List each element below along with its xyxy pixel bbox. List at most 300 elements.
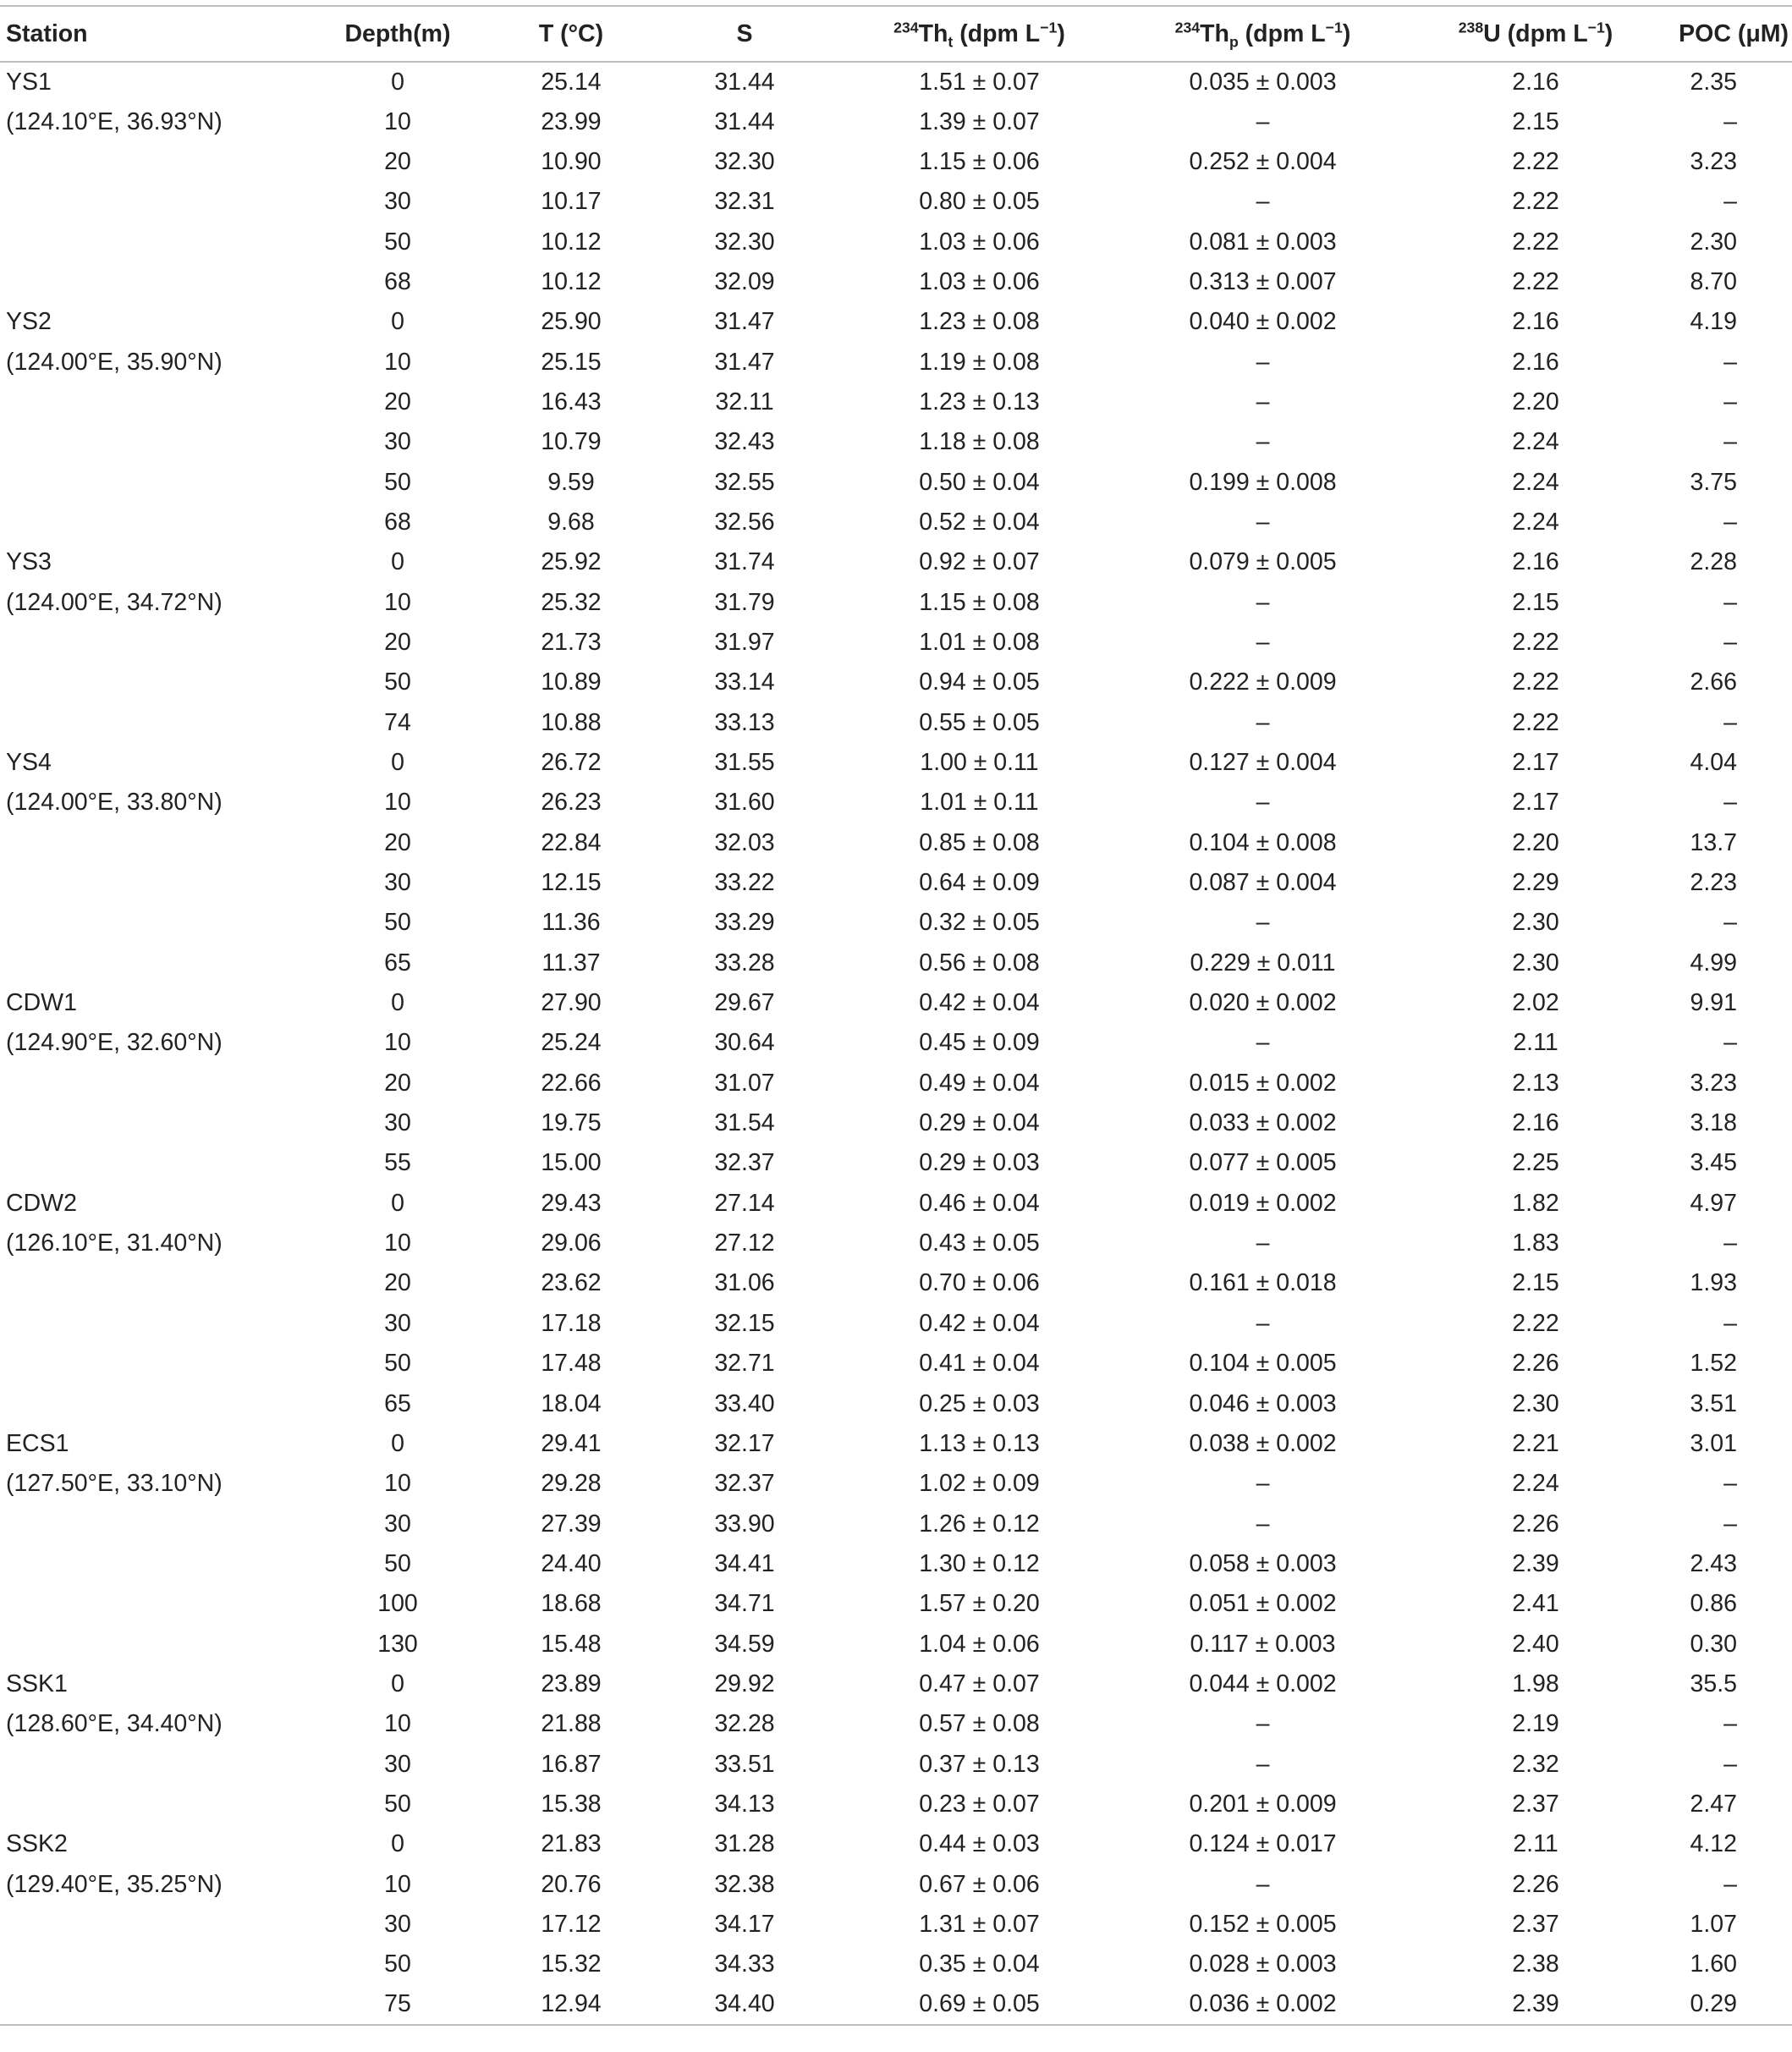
- cell-temperature: 10.79: [541, 428, 602, 456]
- cell-temperature: 23.62: [541, 1269, 602, 1297]
- cell-salinity: 33.51: [714, 1750, 775, 1778]
- cell-salinity: 34.41: [714, 1549, 775, 1577]
- cell-th234-particulate: –: [1256, 1750, 1270, 1778]
- station-name: CDW1: [6, 989, 77, 1017]
- cell-salinity: 31.47: [714, 348, 775, 376]
- cell-depth: 30: [384, 428, 411, 456]
- cell-depth: 68: [384, 267, 411, 295]
- cell-temperature: 11.37: [541, 949, 601, 976]
- cell-temperature: 24.40: [541, 1549, 602, 1577]
- table-row: [0, 1504, 1792, 1543]
- station-name: YS2: [6, 308, 52, 336]
- cell-u238: 2.25: [1512, 1149, 1559, 1177]
- cell-th234-particulate: 0.087 ± 0.004: [1189, 869, 1337, 897]
- cell-salinity: 34.40: [651, 1985, 838, 2025]
- cell-salinity: 34.13: [714, 1790, 775, 1818]
- cell-temperature: 26.72: [541, 749, 602, 777]
- cell-th234-particulate: –: [1256, 1230, 1270, 1257]
- station-cell-empty: [0, 142, 305, 182]
- cell-depth: 55: [384, 1149, 411, 1177]
- cell-th234-particulate: 0.079 ± 0.005: [1189, 548, 1337, 576]
- table-row: [0, 623, 1792, 663]
- cell-depth: 10: [384, 1710, 411, 1738]
- cell-poc: –: [1723, 588, 1737, 616]
- table-row: [0, 1384, 1792, 1423]
- cell-salinity: 32.30: [714, 228, 775, 256]
- cell-salinity: 27.14: [714, 1189, 775, 1217]
- cell-salinity: 32.28: [714, 1710, 775, 1738]
- cell-u238: 2.37: [1512, 1910, 1559, 1938]
- cell-poc: –: [1723, 1029, 1737, 1057]
- cell-depth: 0: [391, 548, 404, 576]
- cell-poc: –: [1723, 508, 1737, 536]
- cell-temperature: 9.68: [547, 508, 595, 536]
- cell-depth: 20: [384, 1269, 411, 1297]
- cell-th234-total: 0.43 ± 0.05: [919, 1230, 1040, 1257]
- cell-th234-total: 0.44 ± 0.03: [919, 1830, 1040, 1858]
- cell-th234-total: 1.01 ± 0.11: [920, 789, 1039, 817]
- cell-poc: –: [1723, 188, 1737, 216]
- cell-depth: 20: [384, 628, 411, 656]
- cell-poc: 2.43: [1690, 1549, 1737, 1577]
- station-cell-empty: [0, 1584, 305, 1624]
- cell-depth: 10: [384, 789, 411, 817]
- cell-salinity: 33.14: [714, 668, 775, 696]
- cell-temperature: 27.39: [541, 1510, 602, 1538]
- data-table: [0, 5, 1792, 2026]
- cell-u238: 2.19: [1512, 1710, 1559, 1738]
- cell-th234-total: 1.23 ± 0.13: [919, 388, 1040, 415]
- cell-th234-particulate: –: [1256, 909, 1270, 937]
- table-row: [0, 1985, 1792, 2025]
- cell-temperature: 12.94: [491, 1985, 651, 2025]
- station-cell-empty: [0, 1905, 305, 1945]
- cell-depth: 130: [377, 1630, 418, 1658]
- cell-u238: 2.24: [1512, 508, 1559, 536]
- cell-poc: 4.12: [1690, 1830, 1737, 1858]
- cell-temperature: 17.18: [541, 1309, 602, 1337]
- cell-depth: 74: [384, 708, 411, 736]
- cell-poc: 4.19: [1690, 308, 1737, 336]
- cell-depth: 0: [391, 308, 404, 336]
- cell-th234-total: 0.25 ± 0.03: [919, 1389, 1040, 1417]
- cell-u238: 2.20: [1512, 828, 1559, 856]
- table-row: [0, 1184, 1792, 1224]
- cell-temperature: 29.43: [541, 1189, 602, 1217]
- header-th234-particulate: $^{234}Th_p$ (dpm $L^{-1}$): [1121, 6, 1404, 62]
- table-row: [0, 1464, 1792, 1504]
- cell-th234-total: 1.39 ± 0.07: [919, 107, 1040, 135]
- table-row: [0, 62, 1792, 102]
- cell-poc: 35.5: [1690, 1670, 1737, 1697]
- cell-poc: –: [1723, 1510, 1737, 1538]
- cell-salinity: 32.30: [714, 147, 775, 175]
- cell-salinity: 33.13: [714, 708, 775, 736]
- station-name: YS4: [6, 749, 52, 777]
- table-row: [0, 1344, 1792, 1384]
- cell-th234-particulate: –: [1256, 508, 1270, 536]
- cell-temperature: 15.38: [541, 1790, 602, 1818]
- cell-temperature: 25.92: [541, 548, 602, 576]
- cell-u238: 2.11: [1513, 1029, 1558, 1057]
- cell-th234-total: 0.64 ± 0.09: [919, 869, 1040, 897]
- table-row: [0, 1744, 1792, 1784]
- station-cell-empty: [0, 462, 305, 502]
- cell-u238: 2.22: [1512, 267, 1559, 295]
- cell-th234-particulate: –: [1256, 348, 1270, 376]
- cell-temperature: 23.99: [541, 107, 602, 135]
- cell-u238: 2.16: [1512, 1109, 1559, 1137]
- cell-poc: 1.52: [1690, 1350, 1737, 1378]
- cell-poc: –: [1723, 428, 1737, 456]
- station-cell-empty: [0, 1945, 305, 1984]
- cell-depth: 50: [384, 1549, 411, 1577]
- cell-th234-total: 0.80 ± 0.05: [919, 188, 1040, 216]
- cell-poc: 0.29: [1667, 1985, 1792, 2025]
- cell-depth: 75: [305, 1985, 491, 2025]
- cell-th234-particulate: –: [1256, 1309, 1270, 1337]
- cell-poc: –: [1723, 789, 1737, 817]
- cell-depth: 50: [384, 228, 411, 256]
- cell-th234-particulate: 0.036 ± 0.002: [1121, 1985, 1404, 2025]
- cell-depth: 20: [384, 828, 411, 856]
- cell-th234-particulate: 0.033 ± 0.002: [1189, 1109, 1337, 1137]
- cell-th234-particulate: 0.222 ± 0.009: [1189, 668, 1337, 696]
- cell-th234-total: 1.31 ± 0.07: [919, 1910, 1040, 1938]
- cell-salinity: 27.12: [714, 1230, 775, 1257]
- cell-u238: 2.39: [1512, 1549, 1559, 1577]
- cell-depth: 30: [384, 1309, 411, 1337]
- cell-salinity: 33.22: [714, 869, 775, 897]
- cell-poc: 3.45: [1690, 1149, 1737, 1177]
- cell-temperature: 10.90: [541, 147, 602, 175]
- cell-depth: 20: [384, 388, 411, 415]
- cell-u238: 1.82: [1512, 1189, 1559, 1217]
- cell-th234-total: 0.42 ± 0.04: [919, 989, 1040, 1017]
- cell-th234-particulate: 0.313 ± 0.007: [1189, 267, 1337, 295]
- cell-u238: 2.40: [1512, 1630, 1559, 1658]
- cell-poc: –: [1723, 348, 1737, 376]
- cell-th234-total: 0.29 ± 0.04: [919, 1109, 1040, 1137]
- cell-u238: 2.15: [1512, 107, 1559, 135]
- cell-poc: –: [1723, 1230, 1737, 1257]
- header-poc: POC (μM): [1667, 6, 1792, 62]
- cell-temperature: 10.89: [541, 668, 602, 696]
- cell-th234-total: 0.35 ± 0.04: [919, 1950, 1040, 1978]
- cell-salinity: 33.40: [714, 1389, 775, 1417]
- cell-poc: 1.60: [1690, 1950, 1737, 1978]
- cell-u238: 2.15: [1512, 1269, 1559, 1297]
- cell-poc: –: [1723, 1750, 1737, 1778]
- cell-th234-particulate: 0.127 ± 0.004: [1189, 749, 1337, 777]
- cell-u238: 2.02: [1512, 989, 1559, 1017]
- cell-th234-particulate: 0.028 ± 0.003: [1189, 1950, 1337, 1978]
- cell-temperature: 22.84: [541, 828, 602, 856]
- cell-th234-particulate: 0.040 ± 0.002: [1189, 308, 1337, 336]
- cell-temperature: 21.73: [541, 628, 602, 656]
- cell-u238: 2.17: [1512, 749, 1559, 777]
- cell-poc: 2.30: [1690, 228, 1737, 256]
- station-cell-empty: [0, 1544, 305, 1584]
- cell-th234-total: 1.15 ± 0.08: [919, 588, 1040, 616]
- cell-th234-total: 0.41 ± 0.04: [919, 1350, 1040, 1378]
- cell-temperature: 25.32: [541, 588, 602, 616]
- cell-depth: 0: [391, 1670, 404, 1697]
- table-row: [0, 863, 1792, 903]
- cell-poc: 3.23: [1690, 1069, 1737, 1097]
- station-cell-empty: [0, 1263, 305, 1303]
- cell-th234-particulate: 0.015 ± 0.002: [1189, 1069, 1337, 1097]
- cell-salinity: 32.43: [714, 428, 775, 456]
- table-row: [0, 823, 1792, 863]
- cell-depth: 10: [384, 588, 411, 616]
- cell-salinity: 32.38: [714, 1870, 775, 1898]
- cell-th234-total: 0.57 ± 0.08: [919, 1710, 1040, 1738]
- cell-th234-particulate: 0.046 ± 0.003: [1189, 1389, 1337, 1417]
- cell-salinity: 33.90: [714, 1510, 775, 1538]
- cell-depth: 50: [384, 1790, 411, 1818]
- cell-depth: 0: [391, 749, 404, 777]
- table-body: [0, 62, 1792, 2025]
- cell-th234-particulate: 0.077 ± 0.005: [1189, 1149, 1337, 1177]
- cell-poc: 4.04: [1690, 749, 1737, 777]
- cell-salinity: 31.55: [714, 749, 775, 777]
- cell-th234-total: 0.92 ± 0.07: [919, 548, 1040, 576]
- station-cell-empty: [0, 903, 305, 943]
- cell-th234-total: 1.01 ± 0.08: [919, 628, 1040, 656]
- cell-th234-total: 0.23 ± 0.07: [919, 1790, 1040, 1818]
- cell-temperature: 25.24: [541, 1029, 602, 1057]
- cell-temperature: 16.87: [541, 1750, 602, 1778]
- cell-poc: 13.7: [1690, 828, 1737, 856]
- table-row: [0, 342, 1792, 382]
- cell-u238: 2.11: [1513, 1830, 1558, 1858]
- cell-th234-particulate: –: [1256, 188, 1270, 216]
- table-row: [0, 1864, 1792, 1904]
- cell-poc: 3.01: [1690, 1429, 1737, 1457]
- cell-salinity: 31.06: [714, 1269, 775, 1297]
- cell-th234-total: 0.45 ± 0.09: [919, 1029, 1040, 1057]
- cell-depth: 10: [384, 348, 411, 376]
- cell-depth: 20: [384, 1069, 411, 1097]
- cell-temperature: 25.14: [541, 68, 602, 96]
- cell-u238: 2.32: [1512, 1750, 1559, 1778]
- cell-depth: 30: [384, 869, 411, 897]
- cell-temperature: 18.68: [541, 1590, 602, 1618]
- cell-th234-total: 1.02 ± 0.09: [919, 1470, 1040, 1498]
- cell-th234-total: 1.30 ± 0.12: [919, 1549, 1040, 1577]
- cell-u238: 1.83: [1512, 1230, 1559, 1257]
- header-temperature: T (°C): [491, 6, 651, 62]
- cell-poc: 2.23: [1690, 869, 1737, 897]
- cell-th234-total: 1.03 ± 0.06: [919, 267, 1040, 295]
- cell-poc: –: [1723, 1309, 1737, 1337]
- cell-th234-particulate: 0.038 ± 0.002: [1189, 1429, 1337, 1457]
- header-depth: Depth(m): [305, 6, 491, 62]
- cell-u238: 2.22: [1512, 147, 1559, 175]
- cell-salinity: 29.67: [714, 989, 775, 1017]
- cell-salinity: 32.56: [714, 508, 775, 536]
- cell-temperature: 21.88: [541, 1710, 602, 1738]
- cell-temperature: 21.83: [541, 1830, 602, 1858]
- cell-depth: 0: [391, 1429, 404, 1457]
- cell-th234-total: 0.85 ± 0.08: [919, 828, 1040, 856]
- cell-th234-particulate: 0.051 ± 0.002: [1189, 1590, 1337, 1618]
- cell-salinity: 31.07: [714, 1069, 775, 1097]
- cell-th234-particulate: –: [1256, 1870, 1270, 1898]
- cell-th234-total: 0.52 ± 0.04: [919, 508, 1040, 536]
- cell-th234-particulate: 0.081 ± 0.003: [1189, 228, 1337, 256]
- cell-th234-total: 1.15 ± 0.06: [919, 147, 1040, 175]
- cell-u238: 2.22: [1512, 708, 1559, 736]
- cell-th234-particulate: –: [1256, 1510, 1270, 1538]
- cell-depth: 50: [384, 1350, 411, 1378]
- station-name: YS3: [6, 548, 52, 576]
- station-coordinates: (128.60°E, 34.40°N): [6, 1710, 223, 1738]
- header-salinity: S: [651, 6, 838, 62]
- station-cell-empty: [0, 222, 305, 261]
- cell-poc: –: [1723, 1470, 1737, 1498]
- cell-th234-particulate: 0.104 ± 0.008: [1189, 828, 1337, 856]
- cell-th234-particulate: –: [1256, 1029, 1270, 1057]
- cell-temperature: 10.88: [541, 708, 602, 736]
- table-row: [0, 302, 1792, 342]
- station-cell-empty: [0, 1064, 305, 1103]
- cell-poc: –: [1723, 909, 1737, 937]
- cell-temperature: 27.90: [541, 989, 602, 1017]
- cell-th234-total: 0.32 ± 0.05: [919, 909, 1040, 937]
- cell-salinity: 31.28: [714, 1830, 775, 1858]
- cell-salinity: 31.44: [714, 68, 775, 96]
- table-row: [0, 142, 1792, 182]
- cell-depth: 0: [391, 1189, 404, 1217]
- cell-depth: 100: [377, 1590, 418, 1618]
- cell-th234-total: 1.04 ± 0.06: [919, 1630, 1040, 1658]
- table-header: [0, 6, 1792, 62]
- cell-th234-particulate: –: [1256, 107, 1270, 135]
- cell-temperature: 29.41: [541, 1429, 602, 1457]
- cell-poc: 4.99: [1690, 949, 1737, 976]
- cell-th234-total: 1.03 ± 0.06: [919, 228, 1040, 256]
- table-row: [0, 1905, 1792, 1945]
- cell-th234-particulate: 0.161 ± 0.018: [1189, 1269, 1337, 1297]
- cell-depth: 65: [384, 1389, 411, 1417]
- cell-temperature: 29.06: [541, 1230, 602, 1257]
- cell-u238: 2.29: [1512, 869, 1559, 897]
- cell-u238: 2.30: [1512, 1389, 1559, 1417]
- cell-th234-particulate: –: [1256, 588, 1270, 616]
- station-cell-empty: [0, 1624, 305, 1664]
- cell-th234-particulate: 0.201 ± 0.009: [1189, 1790, 1337, 1818]
- header-row: [0, 6, 1792, 62]
- station-coordinates: (124.00°E, 35.90°N): [6, 348, 223, 376]
- station-cell-empty: [0, 663, 305, 702]
- cell-salinity: 32.09: [714, 267, 775, 295]
- cell-salinity: 31.47: [714, 308, 775, 336]
- cell-th234-total: 1.13 ± 0.13: [919, 1429, 1040, 1457]
- cell-temperature: 15.48: [541, 1630, 602, 1658]
- cell-u238: 2.22: [1512, 188, 1559, 216]
- cell-depth: 30: [384, 1510, 411, 1538]
- cell-u238: 2.22: [1512, 228, 1559, 256]
- cell-depth: 10: [384, 1870, 411, 1898]
- cell-u238: 2.39: [1404, 1985, 1667, 2025]
- cell-salinity: 31.60: [714, 789, 775, 817]
- header-th234-total: $^{234}Th_t$ (dpm $L^{-1}$): [838, 6, 1121, 62]
- table-row: [0, 1704, 1792, 1744]
- cell-salinity: 33.28: [714, 949, 775, 976]
- table-row: [0, 1664, 1792, 1704]
- cell-u238: 2.17: [1512, 789, 1559, 817]
- cell-poc: –: [1723, 708, 1737, 736]
- cell-th234-particulate: 0.199 ± 0.008: [1189, 468, 1337, 496]
- cell-poc: 8.70: [1690, 267, 1737, 295]
- cell-salinity: 31.74: [714, 548, 775, 576]
- table-row: [0, 582, 1792, 622]
- cell-temperature: 19.75: [541, 1109, 602, 1137]
- cell-th234-particulate: 0.044 ± 0.002: [1189, 1670, 1337, 1697]
- station-cell-empty: [0, 823, 305, 863]
- cell-th234-particulate: –: [1256, 1470, 1270, 1498]
- table-row: [0, 542, 1792, 582]
- cell-u238: 2.22: [1512, 1309, 1559, 1337]
- cell-u238: 2.16: [1512, 548, 1559, 576]
- cell-th234-total: 0.29 ± 0.03: [919, 1149, 1040, 1177]
- cell-temperature: 10.12: [541, 228, 602, 256]
- cell-th234-total: 0.42 ± 0.04: [919, 1309, 1040, 1337]
- cell-salinity: 34.59: [714, 1630, 775, 1658]
- station-coordinates: (127.50°E, 33.10°N): [6, 1470, 223, 1498]
- station-cell-empty: [0, 1744, 305, 1784]
- cell-poc: 9.91: [1690, 989, 1737, 1017]
- cell-depth: 10: [384, 1230, 411, 1257]
- cell-temperature: 20.76: [541, 1870, 602, 1898]
- cell-poc: 0.86: [1690, 1590, 1737, 1618]
- table-row: [0, 703, 1792, 743]
- station-cell-empty: [0, 262, 305, 302]
- cell-temperature: 17.48: [541, 1350, 602, 1378]
- cell-temperature: 10.12: [541, 267, 602, 295]
- cell-temperature: 16.43: [541, 388, 602, 415]
- cell-th234-particulate: –: [1256, 1710, 1270, 1738]
- cell-depth: 30: [384, 1109, 411, 1137]
- cell-depth: 65: [384, 949, 411, 976]
- cell-depth: 50: [384, 468, 411, 496]
- cell-depth: 0: [391, 989, 404, 1017]
- cell-u238: 2.38: [1512, 1950, 1559, 1978]
- station-name: YS1: [6, 68, 52, 96]
- cell-th234-particulate: –: [1256, 789, 1270, 817]
- cell-th234-total: 1.51 ± 0.07: [919, 68, 1040, 96]
- cell-depth: 0: [391, 1830, 404, 1858]
- table-row: [0, 743, 1792, 783]
- cell-th234-total: 0.94 ± 0.05: [919, 668, 1040, 696]
- cell-th234-total: 0.56 ± 0.08: [919, 949, 1040, 976]
- table-row: [0, 422, 1792, 462]
- cell-poc: 3.75: [1690, 468, 1737, 496]
- cell-salinity: 33.29: [714, 909, 775, 937]
- cell-th234-particulate: –: [1256, 708, 1270, 736]
- cell-th234-total: 0.70 ± 0.06: [919, 1269, 1040, 1297]
- cell-u238: 2.20: [1512, 388, 1559, 415]
- station-coordinates: (124.00°E, 33.80°N): [6, 789, 223, 817]
- table-row: [0, 1824, 1792, 1864]
- cell-salinity: 32.71: [714, 1350, 775, 1378]
- cell-salinity: 34.33: [714, 1950, 775, 1978]
- cell-u238: 1.98: [1512, 1670, 1559, 1697]
- table-row: [0, 1624, 1792, 1664]
- cell-salinity: 29.92: [714, 1670, 775, 1697]
